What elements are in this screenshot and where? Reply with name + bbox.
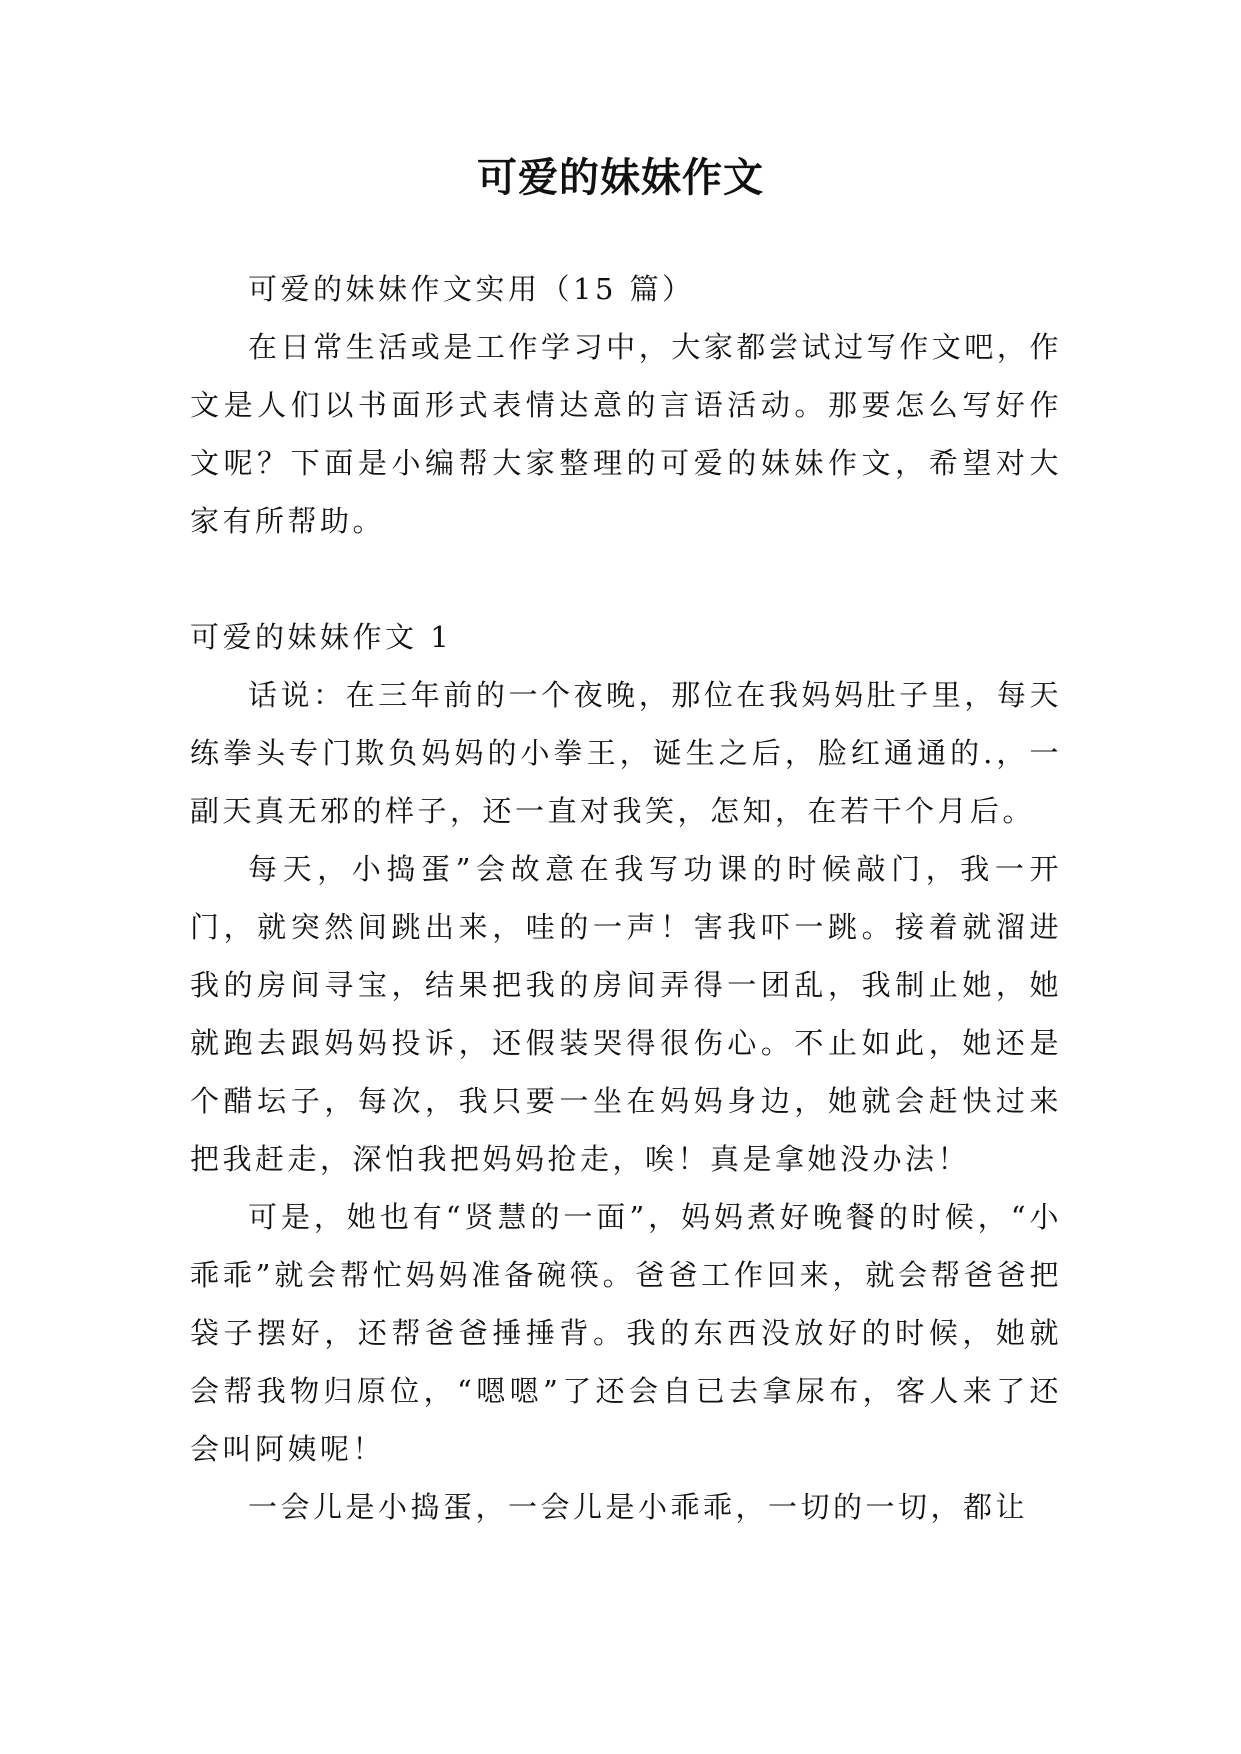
body-paragraph: 每天，小捣蛋”会故意在我写功课的时候敲门，我一开门，就突然间跳出来，哇的一声！害我吓一跳。接着就溜进我的房间寻宝，结果把我的房间弄得一团乱，我制止她，她就跑去跟妈妈投诉，还假装哭得很伤心。不止如此，她还是个醋坛子，每次，我只要一坐在妈妈身边，她就会赶快过来把我赶走，深怕我把妈妈抢走，唉！真是拿她没办法！ [190, 852, 1062, 1176]
document-body [190, 260, 1062, 1536]
body-paragraph: 一会儿是小捣蛋，一会儿是小乖乖，一切的一切，都让 [248, 1490, 1029, 1524]
body-paragraph: 话说：在三年前的一个夜晚，那位在我妈妈肚子里，每天练拳头专门欺负妈妈的小拳王，诞生之后，脸红通通的.，一副天真无邪的样子，还一直对我笑，怎知，在若干个月后。 [190, 678, 1062, 828]
document-title: 可爱的妹妹作文 [477, 155, 764, 201]
document-subtitle: 可爱的妹妹作文实用（15 篇） [248, 272, 695, 306]
intro-paragraph: 在日常生活或是工作学习中，大家都尝试过写作文吧，作文是人们以书面形式表情达意的言语活动。那要怎么写好作文呢？下面是小编帮大家整理的可爱的妹妹作文，希望对大家有所帮助。 [190, 330, 1062, 538]
section-heading: 可爱的妹妹作文 1 [190, 620, 453, 654]
body-paragraph: 可是，她也有“贤慧的一面”，妈妈煮好晚餐的时候，“小乖乖”就会帮忙妈妈准备碗筷。爸爸工作回来，就会帮爸爸把袋子摆好，还帮爸爸捶捶背。我的东西没放好的时候，她就会帮我物归原位，“嗯嗯”了还会自已去拿尿布，客人来了还会叫阿姨呢！ [190, 1200, 1062, 1466]
